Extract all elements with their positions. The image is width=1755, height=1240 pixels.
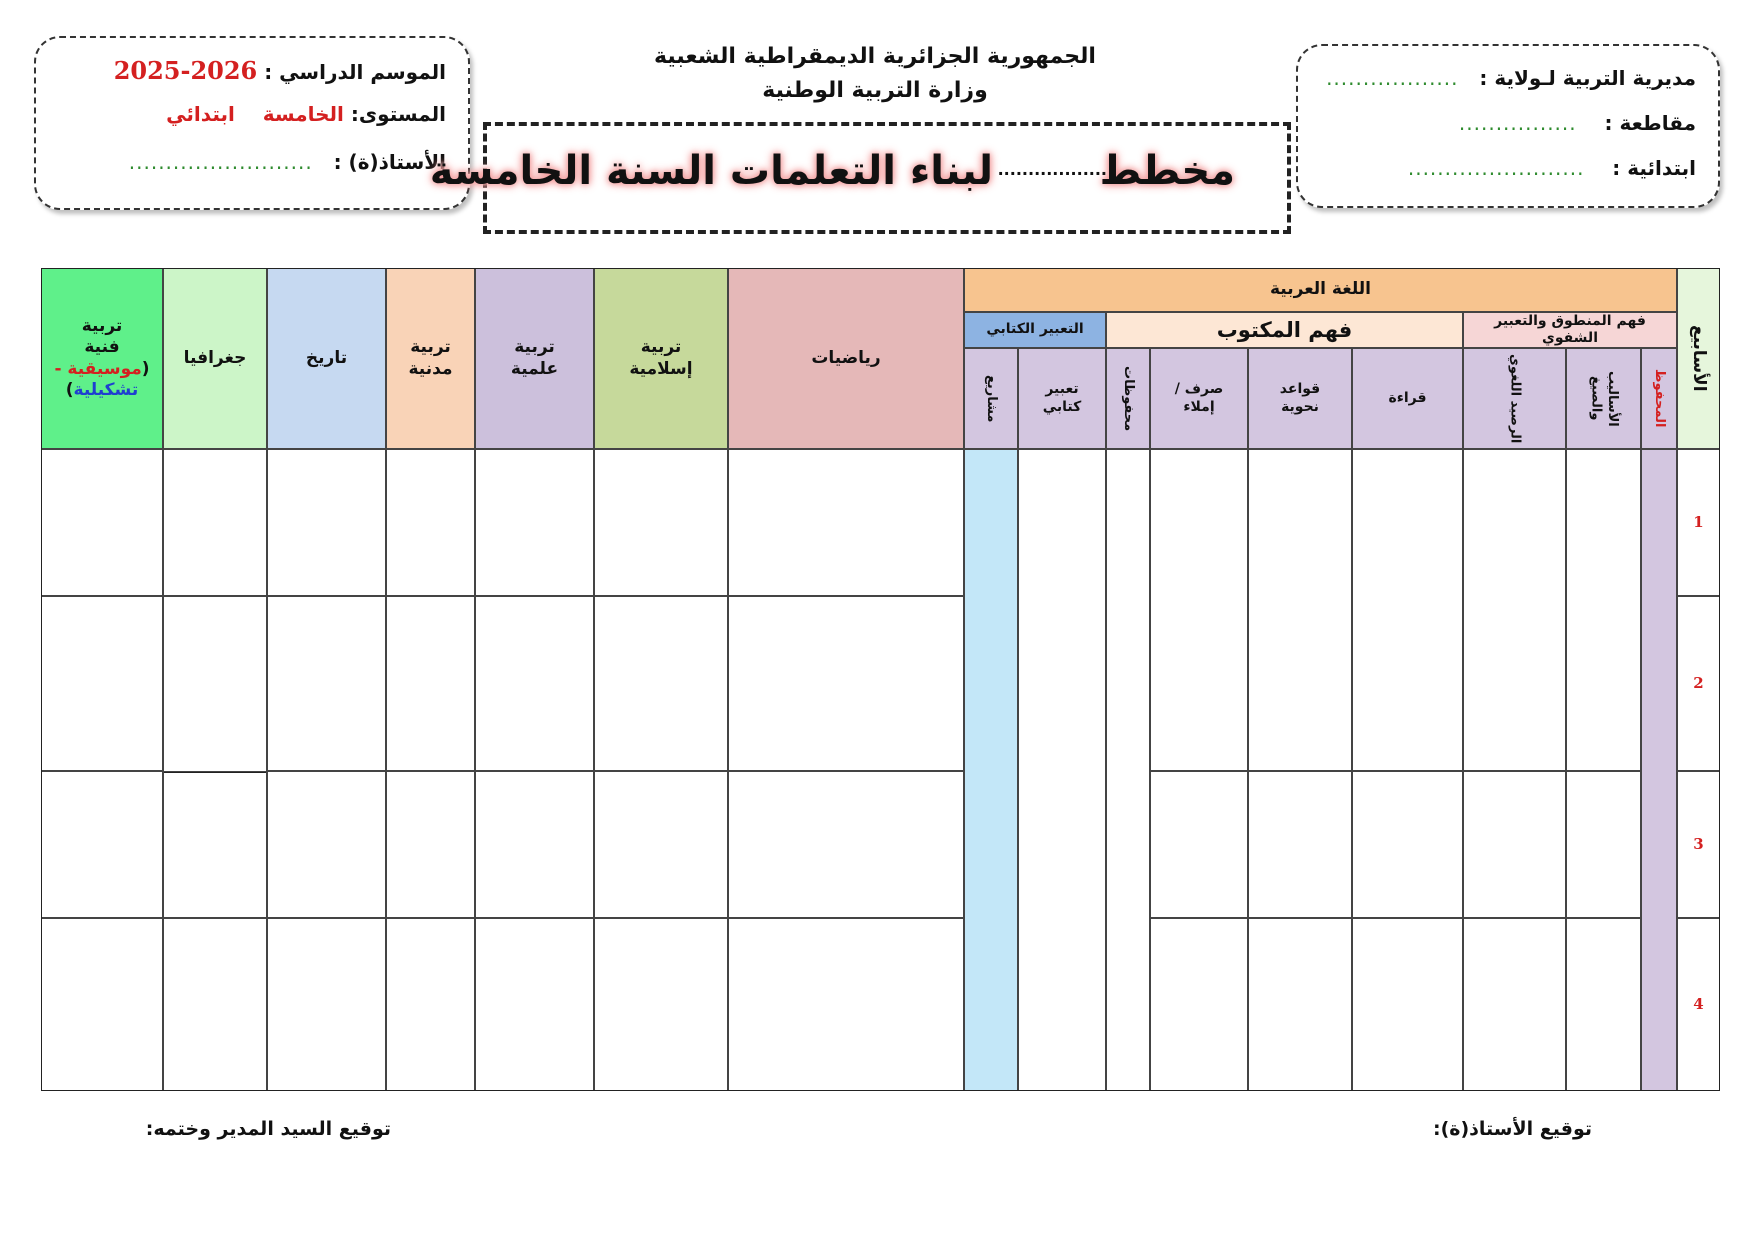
table-cell[interactable] <box>594 596 728 771</box>
mashari-column <box>964 449 1018 1091</box>
teacher-dots: ......................... <box>128 150 313 174</box>
subheader-asalib: الأساليب والصيغ <box>1566 348 1641 449</box>
subject-islamic: تربية إسلامية <box>594 268 728 449</box>
table-cell[interactable] <box>1248 449 1352 771</box>
subheader-mashari: مشاريع <box>964 348 1018 449</box>
district-line <box>1459 111 1696 135</box>
week-number: 3 <box>1693 835 1704 854</box>
title-word: مخطط <box>1099 148 1235 194</box>
district-dots: ................ <box>1458 111 1577 135</box>
season-value: 2026-2025 <box>113 56 258 85</box>
table-cell[interactable] <box>594 449 728 596</box>
table-cell[interactable] <box>1463 918 1566 1091</box>
level-line <box>166 102 446 126</box>
week-row <box>1677 596 1720 771</box>
district-label: مقاطعة : <box>1604 111 1696 135</box>
written-header: فهم المكتوب <box>1106 312 1463 348</box>
school-label: ابتدائية : <box>1612 156 1696 180</box>
table-cell[interactable] <box>1352 771 1463 918</box>
table-cell[interactable] <box>41 771 163 918</box>
arabic-header: اللغة العربية <box>964 268 1677 312</box>
directorate-label: مديرية التربية لـولاية : <box>1479 66 1696 90</box>
subject-history: تاريخ <box>267 268 386 449</box>
table-cell[interactable] <box>267 596 386 771</box>
table-cell[interactable] <box>1566 771 1641 918</box>
art-music: موسيقية - <box>54 358 142 379</box>
subheader-mahfuthat: محفوظات <box>1106 348 1150 449</box>
subject-geography: جغرافيا <box>163 268 267 449</box>
oral-header: فهم المنطوق والتعبير الشفوي <box>1463 312 1677 348</box>
table-cell[interactable] <box>1150 918 1248 1091</box>
subject-art: تربية فنية (موسيقية - تشكيلية) <box>41 268 163 449</box>
table-cell[interactable] <box>267 449 386 596</box>
teacher-signature-label: توقيع الأستاذ(ة): <box>1432 1118 1592 1140</box>
table-cell[interactable] <box>1248 918 1352 1091</box>
table-cell[interactable] <box>728 449 964 596</box>
title-blank: .................. <box>997 160 1107 179</box>
table-cell[interactable] <box>594 771 728 918</box>
teacher-line <box>129 150 446 174</box>
season-label: الموسم الدراسي : <box>264 60 446 84</box>
director-signature-label: توقيع السيد المدير وختمه: <box>145 1118 391 1140</box>
table-cell[interactable] <box>41 918 163 1091</box>
table-cell[interactable] <box>475 918 594 1091</box>
table-cell[interactable] <box>163 449 267 596</box>
table-cell[interactable] <box>475 596 594 771</box>
subheader-qawaid: قواعد نحوية <box>1248 348 1352 449</box>
table-cell[interactable] <box>1463 771 1566 918</box>
mahfuth-column <box>1641 449 1677 1091</box>
table-cell[interactable] <box>728 918 964 1091</box>
week-row <box>1677 771 1720 918</box>
table-cell[interactable] <box>1566 449 1641 771</box>
tabir-column <box>1018 449 1106 1091</box>
republic-name: الجمهورية الجزائرية الديمقراطية الشعبية <box>654 44 1096 69</box>
table-cell[interactable] <box>728 596 964 771</box>
teacher-label: الأستاذ(ة) : <box>333 150 446 174</box>
school-dots: ........................ <box>1407 156 1585 180</box>
table-cell[interactable] <box>1248 771 1352 918</box>
school-line <box>1408 156 1696 180</box>
subheader-qiraa: قراءة <box>1352 348 1463 449</box>
table-cell[interactable] <box>386 596 475 771</box>
table-cell[interactable] <box>1463 449 1566 771</box>
subject-civic: تربية مدنية <box>386 268 475 449</box>
weeks-header: الأسابيع <box>1677 268 1720 449</box>
directorate-line <box>1326 66 1696 90</box>
table-cell[interactable] <box>163 596 267 773</box>
table-cell[interactable] <box>1352 449 1463 771</box>
subheader-mahfuth: المحفوظ <box>1641 348 1677 449</box>
table-cell[interactable] <box>1352 918 1463 1091</box>
mahfuthat-column <box>1106 449 1150 1091</box>
table-cell[interactable] <box>386 771 475 918</box>
week-number: 1 <box>1693 513 1704 532</box>
table-cell[interactable] <box>267 918 386 1091</box>
table-cell[interactable] <box>41 449 163 596</box>
table-cell[interactable] <box>475 449 594 596</box>
week-row <box>1677 449 1720 596</box>
title-text: لبناء التعلمات السنة الخامسة <box>429 148 993 194</box>
table-cell[interactable] <box>475 771 594 918</box>
subject-math: رياضيات <box>728 268 964 449</box>
table-cell[interactable] <box>728 771 964 918</box>
subheader-tabir: تعبير كتابي <box>1018 348 1106 449</box>
week-number: 4 <box>1693 995 1704 1014</box>
table-cell[interactable] <box>41 596 163 771</box>
subject-science: تربية علمية <box>475 268 594 449</box>
table-cell[interactable] <box>1150 449 1248 771</box>
info-box-left <box>34 36 470 210</box>
table-cell[interactable] <box>1566 918 1641 1091</box>
table-cell[interactable] <box>1150 771 1248 918</box>
season-line <box>114 56 446 85</box>
level-value-1: الخامسة <box>262 102 344 126</box>
table-cell[interactable] <box>386 449 475 596</box>
directorate-dots: .................. <box>1326 66 1459 90</box>
art-plastic: تشكيلية <box>73 379 139 400</box>
table-cell[interactable] <box>386 918 475 1091</box>
writing-header: التعبير الكتابي <box>964 312 1106 348</box>
subheader-rasid: الرصيد اللغوي <box>1463 348 1566 449</box>
info-box-right <box>1296 44 1720 208</box>
ministry-name: وزارة التربية الوطنية <box>762 78 988 103</box>
week-row <box>1677 918 1720 1091</box>
table-cell[interactable] <box>163 771 267 918</box>
week-number: 2 <box>1693 674 1704 693</box>
level-label: المستوى: <box>350 102 446 126</box>
subheader-sarf: صرف / إملاء <box>1150 348 1248 449</box>
table-cell[interactable] <box>163 918 267 1091</box>
table-cell[interactable] <box>594 918 728 1091</box>
level-value-2: ابتدائي <box>166 102 235 126</box>
table-cell[interactable] <box>267 771 386 918</box>
